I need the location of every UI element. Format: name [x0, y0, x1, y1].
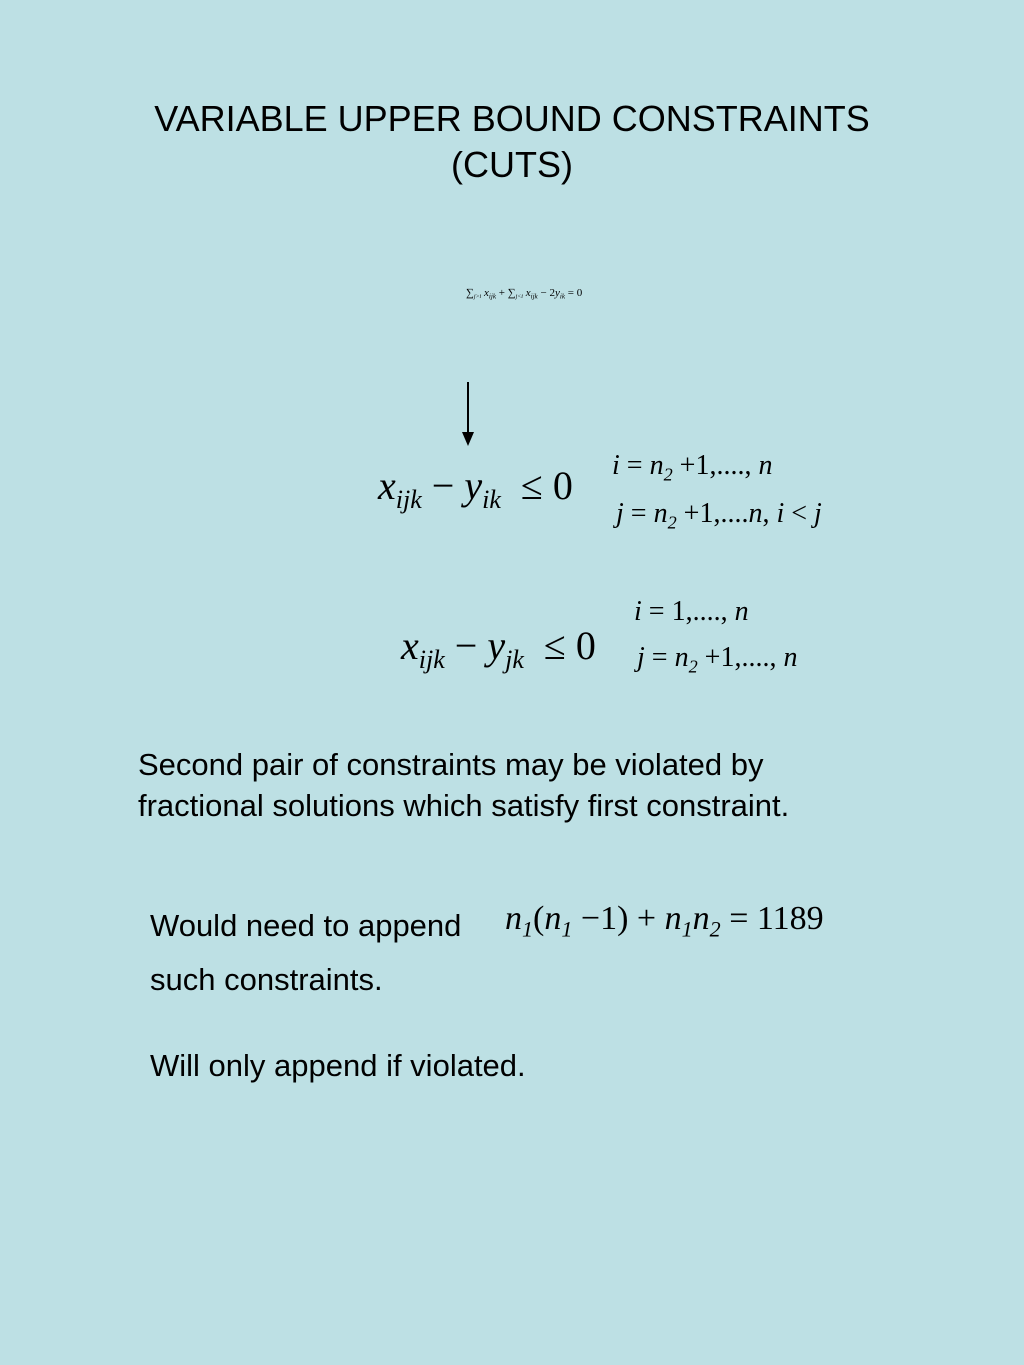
paragraph-2-prefix: Would need to append — [150, 908, 462, 943]
slide-title-line-2: (CUTS) — [451, 144, 573, 185]
arrow-head-icon — [462, 432, 474, 446]
slide-title-line-1: VARIABLE UPPER BOUND CONSTRAINTS — [154, 98, 870, 139]
arrow-down-icon — [467, 382, 469, 434]
constraint-1-lhs: $x_{ijk} - y_{ik} \le 0$ — [378, 463, 573, 515]
paragraph-1-line-2: fractional solutions which satisfy first constraint. — [138, 788, 790, 823]
constraint-2-lhs: $x_{ijk} - y_{jk} \le 0$ — [401, 623, 596, 675]
paragraph-3: Will only append if violated. — [150, 1048, 526, 1083]
constraint-1-condition-j: $j = n_2 +1,....n$, i < j — [616, 498, 822, 533]
paragraph-2-suffix: such constraints. — [150, 962, 383, 997]
flow-balance-equation: $\sum_{j>i}$ $x_{ijk} + \sum_{j<i}$ $x_{ijk} - 2y_{ik} = 0$ — [466, 287, 583, 301]
constraint-2-condition-i: i = 1,...., n — [634, 596, 749, 627]
constraint-2-condition-j: $j = n_2 +1$,...., n — [637, 642, 798, 677]
paragraph-1-line-1: Second pair of constraints may be violated by — [138, 747, 764, 782]
constraint-count-expression: $n_1(n_1 -1) + n_1n_2 = 1189$ — [505, 900, 824, 942]
constraint-1-condition-i: $i = n_2 +1$,...., n — [612, 450, 773, 485]
